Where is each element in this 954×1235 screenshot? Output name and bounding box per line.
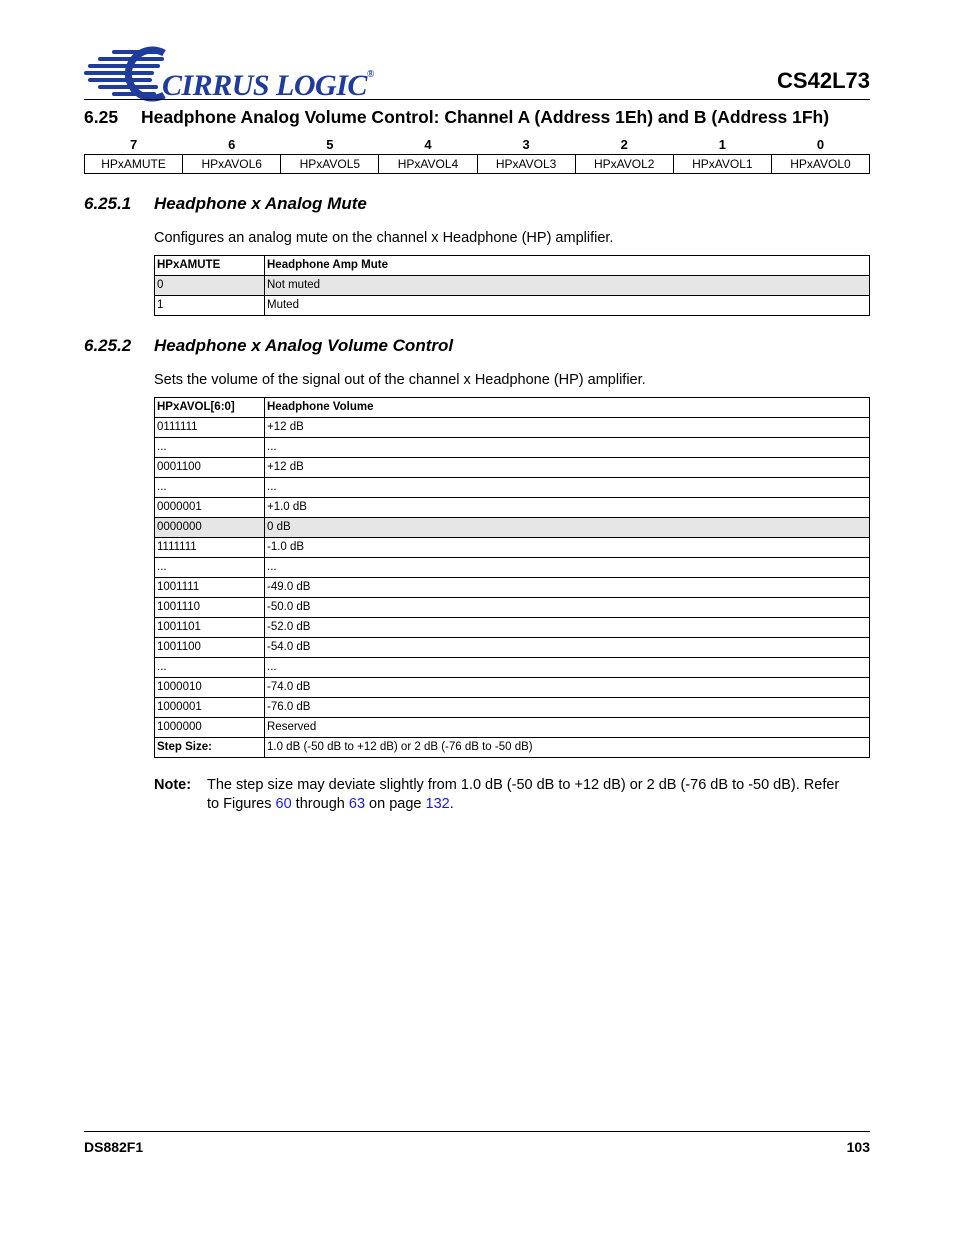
bit-field-name: HPxAVOL1 [673,155,771,174]
note-text: through [291,796,349,812]
setting-cell: -74.0 dB [265,678,870,698]
table-row [155,658,870,678]
table-row [155,638,870,658]
bit-field-name: HPxAVOL2 [575,155,673,174]
register-value-cell: 1000001 [155,698,265,718]
volume-table-body [155,418,870,738]
bit-number: 4 [424,137,432,152]
subsection-title: Headphone x Analog Volume Control [154,336,454,355]
table-header-row [155,256,870,276]
note-label: Note: [154,777,192,793]
bit-number: 0 [816,137,825,152]
setting-cell: +12 dB [265,418,870,438]
table-row [155,558,870,578]
bit-number: 7 [129,137,138,152]
setting-cell: Muted [265,296,870,316]
bit-number: 6 [228,137,236,152]
setting-cell: -52.0 dB [265,618,870,638]
volume-table [154,397,870,758]
register-value-cell: 0000000 [155,518,265,538]
register-value-cell: ... [155,558,265,578]
bit-field-row [85,155,870,174]
bit-field-name: HPxAVOL3 [477,155,575,174]
setting-cell: 0 dB [265,518,870,538]
document-id: DS882F1 [84,1139,144,1155]
setting-cell: ... [265,558,870,578]
table-row [155,598,870,618]
register-value-cell: 1111111 [155,538,265,558]
registered-mark: ® [366,69,374,80]
register-value-cell: 0001100 [155,458,265,478]
column-header: Headphone Volume [265,398,870,418]
column-header: HPxAMUTE [155,256,265,276]
volume-subsection-heading [84,336,453,356]
note-text: The step size may deviate slightly from 1.0 dB (-50 dB to +12 dB) or 2 dB (-76 dB to -50 dB). Refer [207,777,840,793]
table-row [155,518,870,538]
table-row [155,618,870,638]
bit-number-row [85,135,870,155]
setting-cell: Reserved [265,718,870,738]
section-heading [84,107,884,128]
register-value-cell: 1 [155,296,265,316]
register-value-cell: 1001100 [155,638,265,658]
section-number: 6.25 [84,107,119,127]
setting-cell: -76.0 dB [265,698,870,718]
step-size-label: Step Size: [155,738,265,758]
setting-cell: -54.0 dB [265,638,870,658]
setting-cell: ... [265,658,870,678]
bit-number: 5 [326,137,334,152]
step-size-row [155,738,870,758]
bit-number: 2 [620,137,628,152]
header-divider [84,99,870,100]
table-row [155,296,870,316]
table-header-row [155,398,870,418]
table-row [155,276,870,296]
step-size-value: 1.0 dB (-50 dB to +12 dB) or 2 dB (-76 dB to -50 dB) [265,738,870,758]
part-number: CS42L73 [777,68,870,93]
setting-cell: +1.0 dB [265,498,870,518]
register-bit-map [84,135,870,174]
table-row [155,438,870,458]
figure-link[interactable]: 60 [275,796,292,812]
figure-link[interactable]: 63 [348,796,366,812]
subsection-title: Headphone x Analog Mute [154,194,367,213]
table-row [155,698,870,718]
register-value-cell: 0111111 [155,418,265,438]
register-value-cell: 1001110 [155,598,265,618]
bit-field-name: HPxAVOL0 [771,155,869,174]
register-value-cell: 1000000 [155,718,265,738]
table-row [155,418,870,438]
register-value-cell: ... [155,438,265,458]
register-value-cell: ... [155,478,265,498]
column-header: HPxAVOL[6:0] [155,398,265,418]
register-value-cell: 1000010 [155,678,265,698]
note-block [154,776,870,814]
bit-field-name: HPxAVOL4 [379,155,477,174]
table-row [155,478,870,498]
register-value-cell: 1001111 [155,578,265,598]
bit-field-name: HPxAMUTE [85,155,183,174]
table-row [155,458,870,478]
register-value-cell: ... [155,658,265,678]
bit-number: 3 [522,137,530,152]
register-value-cell: 0000001 [155,498,265,518]
table-row [155,678,870,698]
setting-cell: ... [265,478,870,498]
table-row [155,498,870,518]
table-row [155,538,870,558]
cirrus-logic-logo [84,45,374,103]
setting-cell: ... [265,438,870,458]
subsection-number: 6.25.1 [84,194,132,213]
subsection-number: 6.25.2 [84,336,132,355]
column-header: Headphone Amp Mute [265,256,870,276]
register-value-cell: 0 [155,276,265,296]
setting-cell: +12 dB [265,458,870,478]
table-row [155,718,870,738]
volume-description: Sets the volume of the signal out of the channel x Headphone (HP) amplifier. [154,372,646,388]
mute-table [154,255,870,316]
setting-cell: -1.0 dB [265,538,870,558]
setting-cell: -49.0 dB [265,578,870,598]
section-title: Headphone Analog Volume Control: Channel A (Address 1Eh) and B (Address 1Fh) [141,107,830,127]
note-text: to Figures [207,796,276,812]
bit-number: 1 [718,137,726,152]
footer-divider [84,1131,870,1132]
bit-field-name: HPxAVOL6 [183,155,281,174]
note-text: on page [365,796,426,812]
page-number: 103 [846,1139,870,1155]
bit-field-name: HPxAVOL5 [281,155,379,174]
table-row [155,578,870,598]
setting-cell: -50.0 dB [265,598,870,618]
page-link[interactable]: 132 [425,796,450,812]
mute-subsection-heading [84,194,367,214]
setting-cell: Not muted [265,276,870,296]
mute-table-body [155,276,870,316]
register-value-cell: 1001101 [155,618,265,638]
logo-wordmark: CIRRUS LOGIC [162,69,367,102]
note-text: . [449,796,454,812]
mute-description: Configures an analog mute on the channel x Headphone (HP) amplifier. [154,230,614,246]
